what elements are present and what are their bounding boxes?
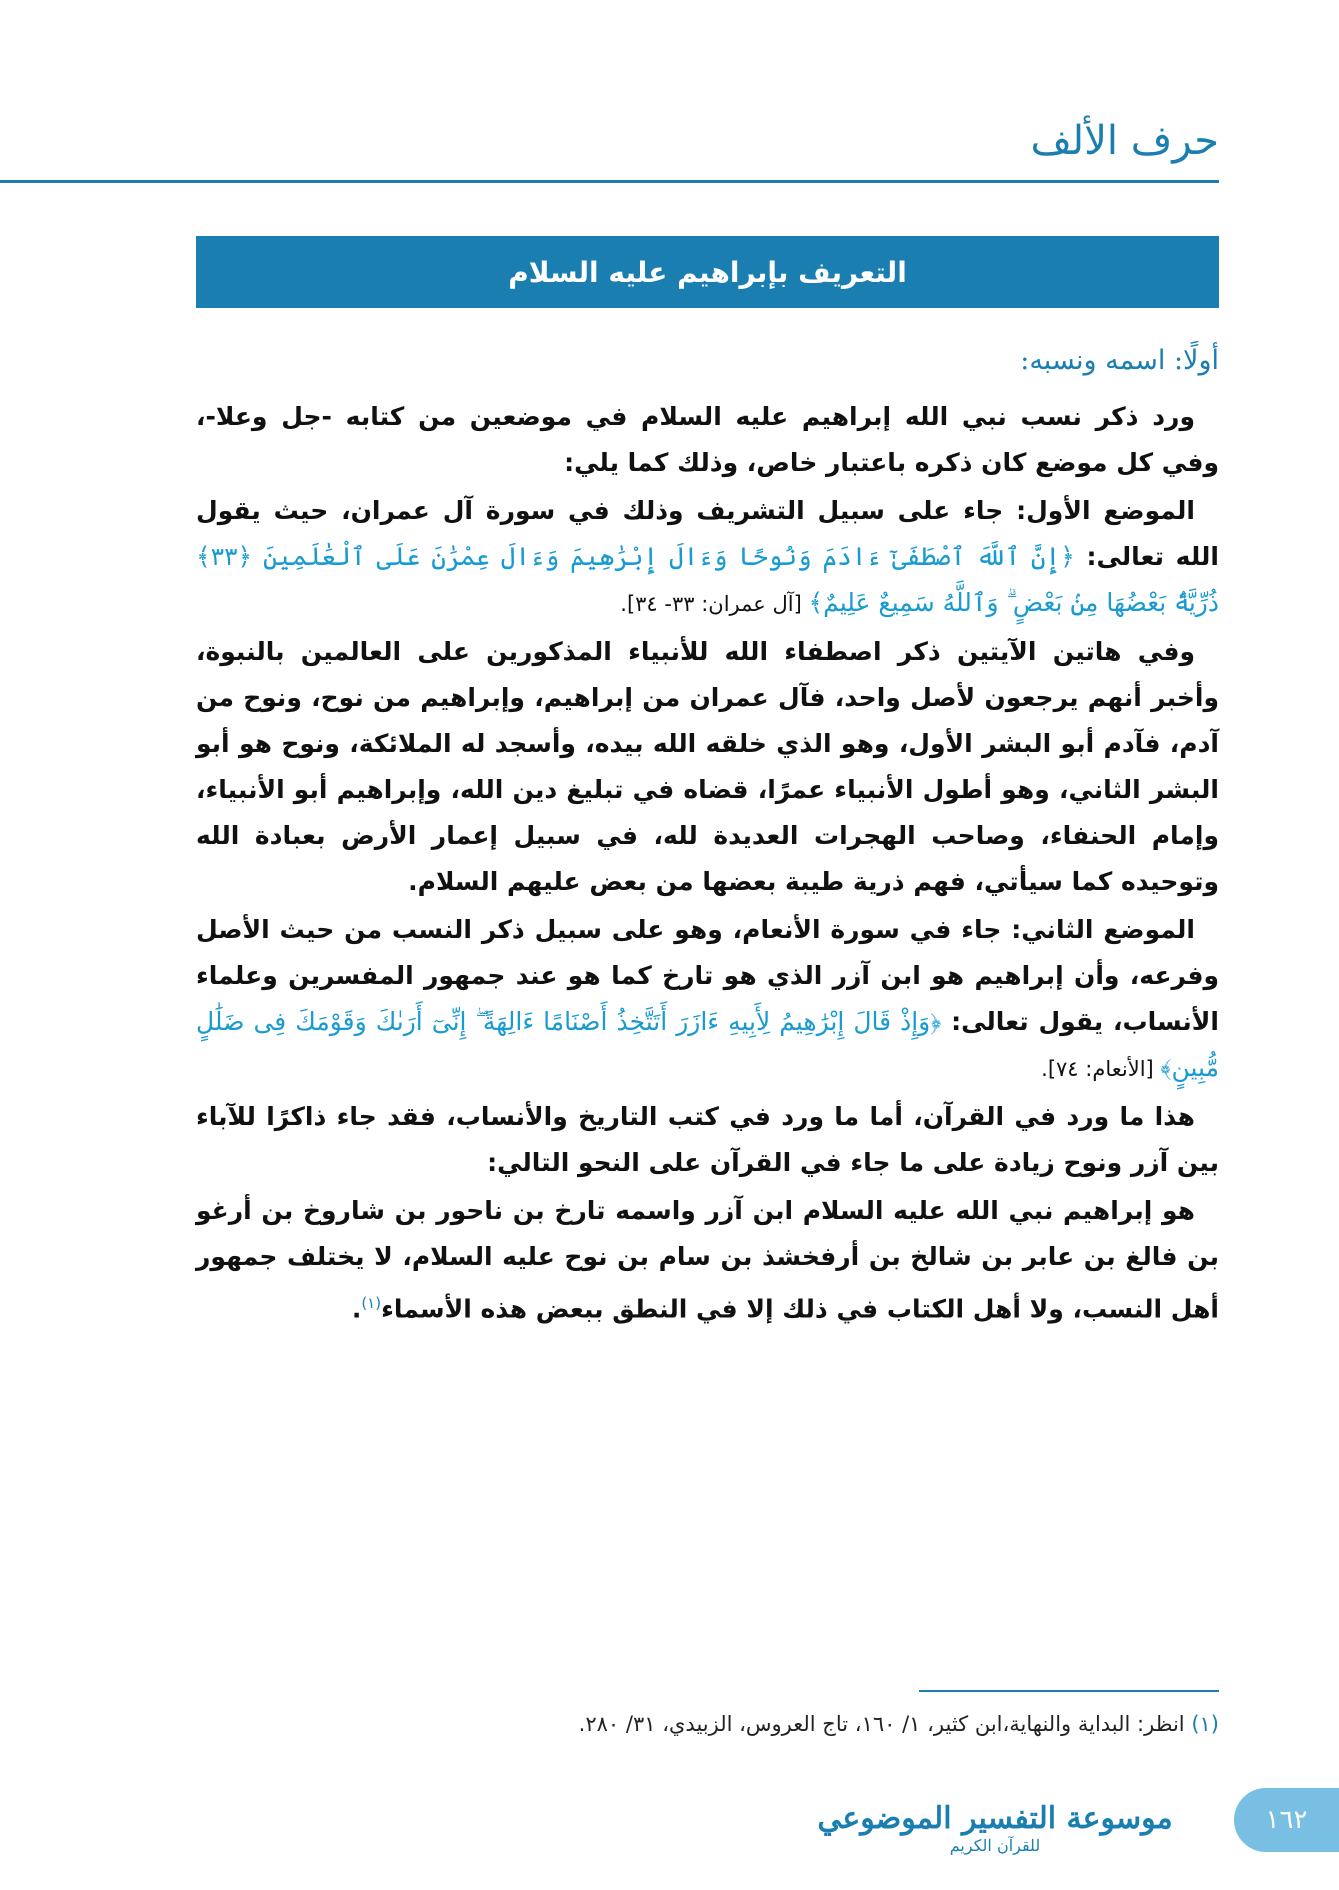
footnote-rule <box>919 1690 1219 1692</box>
footnote <box>196 1712 1219 1736</box>
second-occurrence-text: جاء في سورة الأنعام، وهو على سبيل ذكر النسب من حيث الأصل وفرعه، وأن إبراهيم هو ابن آزر الذي هو تارخ كما هو عند جمهور المفسرين وعلماء الأنساب، يقول تعالى: <box>196 915 1219 1036</box>
section-title: التعريف بإبراهيم عليه السلام <box>508 255 907 289</box>
section-banner <box>196 236 1219 308</box>
paragraph-history-sources: هذا ما ورد في القرآن، أما ما ورد في كتب التاريخ والأنساب، فقد جاء ذاكرًا للآباء بين آزر ونوح زيادة على ما جاء في القرآن على النحو التالي: <box>196 1102 1219 1177</box>
chapter-title: حرف الألف <box>1030 118 1219 164</box>
second-occurrence-label: الموضع الثاني: <box>1011 915 1195 944</box>
logo-main-text: موسوعة التفسير الموضوعي <box>817 1801 1173 1836</box>
page-number-tab <box>1234 1788 1339 1852</box>
footnote-marker[interactable]: (١) <box>361 1294 382 1312</box>
citation-al-anam: [الأنعام: ٧٤]. <box>1041 1057 1161 1081</box>
main-content <box>196 338 1219 1334</box>
header-rule <box>0 180 1219 183</box>
page-number: ١٦٢ <box>1265 1805 1308 1835</box>
quran-verse-al-imran: ﴿إِنَّ ٱللَّهَ ٱصْطَفَىٰٓ ءَادَمَ وَنُوحًا وَءَالَ إِبْرَٰهِيمَ وَءَالَ عِمْرَٰنَ عَلَى ٱلْعَٰلَمِينَ ﴿٣٣﴾ ذُرِّيَّةًۢ بَعْضُهَا مِنۢ بَعْضٍ ۗ وَٱللَّهُ سَمِيعٌ عَلِيمٌ﴾ <box>196 542 1219 617</box>
lineage-end: . <box>351 1294 362 1324</box>
paragraph-lineage <box>196 1188 1219 1332</box>
footnote-number: (١) <box>1191 1712 1219 1736</box>
first-occurrence-label: الموضع الأول: <box>1016 496 1195 525</box>
quran-verse-al-anam: ﴿وَإِذْ قَالَ إِبْرَٰهِيمُ لِأَبِيهِ ءَازَرَ أَتَتَّخِذُ أَصْنَامًا ءَالِهَةً ۖ إِنِّىٓ أَرَىٰكَ وَقَوْمَكَ فِى ضَلَٰلٍ مُّبِينٍ﴾ <box>196 1007 1219 1082</box>
citation-al-imran: [آل عمران: ٣٣- ٣٤]. <box>620 592 809 616</box>
logo-sub-text: للقرآن الكريم <box>949 1836 1041 1855</box>
footnote-text: انظر: البداية والنهاية،ابن كثير، ١/ ١٦٠، تاج العروس، الزبيدي، ٣١/ ٢٨٠. <box>578 1712 1192 1736</box>
first-occurrence-text: جاء على سبيل التشريف وذلك في سورة آل عمران، حيث يقول الله تعالى: <box>196 496 1219 571</box>
encyclopedia-logo <box>810 1788 1180 1868</box>
paragraph-explanation: وفي هاتين الآيتين ذكر اصطفاء الله للأنبياء المذكورين على العالمين بالنبوة، وأخبر أنهم يرجعون لأصل واحد، فآل عمران من إبراهيم، وإبراهيم من نوح، ونوح من آدم، فآدم أبو البشر الأول، وهو الذي خلقه الله بيده، وأسجد له الملائكة، ونوح هو أبو البشر الثاني، وهو أطول الأنبياء عمرًا، قضاه في تبليغ دين الله، وإبراهيم أبو الأنبياء، وإمام الحنفاء، وصاحب الهجرات العديدة لله، في سبيل إعمار الأرض بعبادة الله وتوحيده كما سيأتي، فهم ذرية طيبة بعضها من بعض عليهم السلام. <box>196 637 1219 896</box>
lineage-text: هو إبراهيم نبي الله عليه السلام ابن آزر واسمه تارخ بن ناحور بن شاروخ بن أرغو بن فالغ بن عابر بن شالخ بن أرفخشذ بن سام بن نوح عليه السلام، لا يختلف جمهور أهل النسب، ولا أهل الكتاب في ذلك إلا في النطق ببعض هذه الأسماء <box>196 1196 1219 1324</box>
subheading-name-lineage: أولًا: اسمه ونسبه: <box>1020 345 1219 376</box>
paragraph-intro: ورد ذكر نسب نبي الله إبراهيم عليه السلام في موضعين من كتابه -جل وعلا-، وفي كل موضع كان ذكره باعتبار خاص، وذلك كما يلي: <box>196 402 1219 477</box>
paragraph-second-occurrence <box>196 907 1219 1092</box>
paragraph-first-occurrence <box>196 488 1219 627</box>
